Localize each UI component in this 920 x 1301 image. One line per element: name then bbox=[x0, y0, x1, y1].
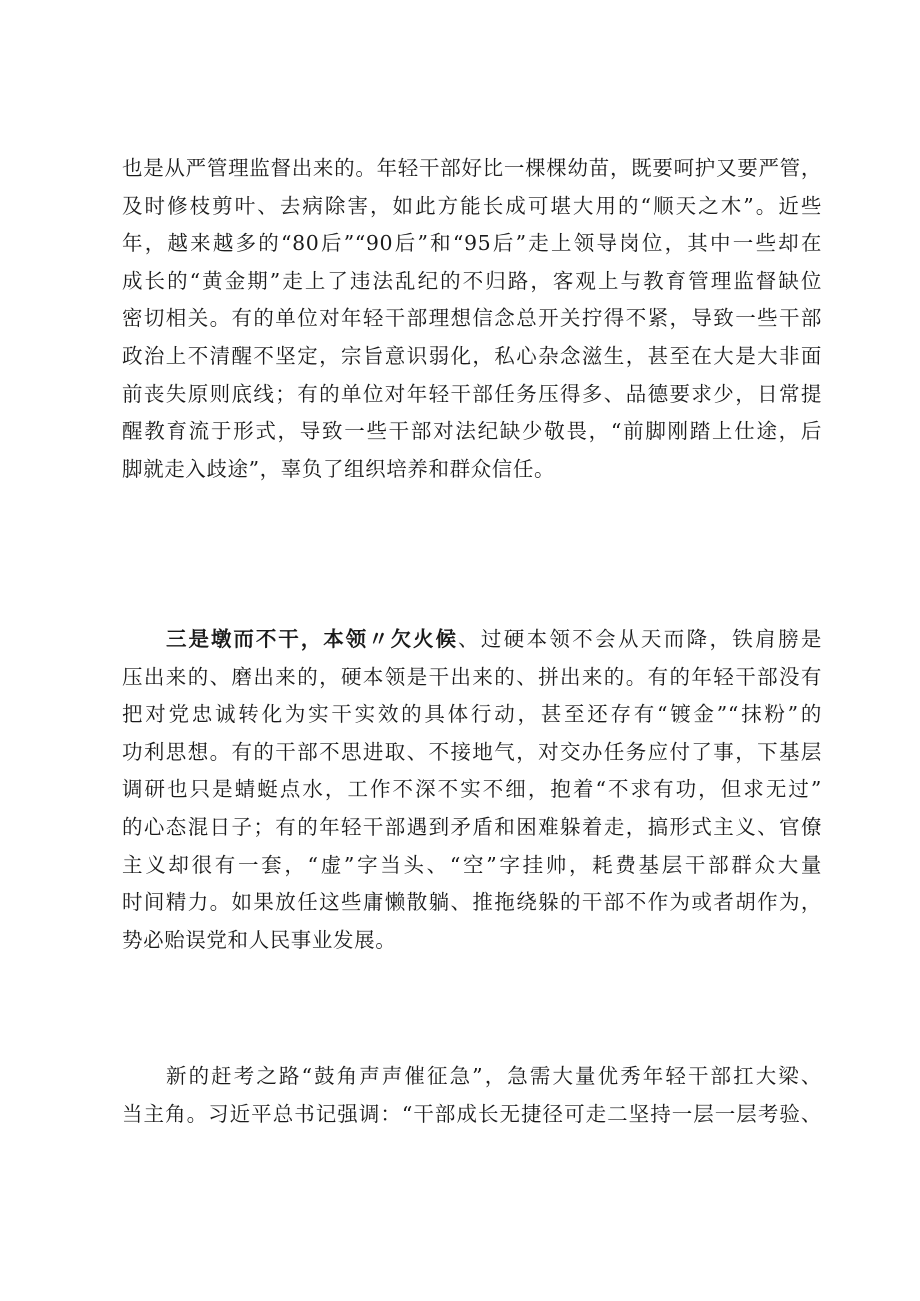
text-line: 政治上不清醒不坚定，宗旨意识弱化，私心杂念滋生，甚至在大是大非面 bbox=[122, 343, 822, 368]
text-line: 主义却很有一套，“虚”字当头、“空”字挂帅，耗费基层干部群众大量 bbox=[122, 852, 822, 877]
text-line: 把对党忠诚转化为实干实效的具体行动，甚至还存有“镀金”“抹粉”的 bbox=[122, 702, 822, 727]
paragraph-supervision bbox=[122, 150, 822, 488]
heading-line-rest: 、过硬本领不会从天而降，铁肩膀是 bbox=[457, 627, 822, 651]
text-line: 时间精力。如果放任这些庸懒散躺、推拖绕躲的干部不作为或者胡作为， bbox=[122, 890, 822, 915]
text-line: 及时修枝剪叶、去病除害，如此方能长成可堪大用的“顺天之木”。近些 bbox=[122, 193, 822, 218]
text-line: 成长的“黄金期”走上了违法乱纪的不归路，客观上与教育管理监督缺位 bbox=[122, 268, 822, 293]
text-line: 前丧失原则底线；有的单位对年轻干部任务压得多、品德要求少，日常提 bbox=[122, 381, 822, 406]
text-line-with-heading bbox=[122, 621, 822, 659]
text-line: 年，越来越多的“80后”“90后”和“95后”走上领导岗位，其中一些却在 bbox=[122, 231, 822, 256]
text-line: 势必贻误党和人民事业发展。 bbox=[122, 927, 397, 952]
text-line: 脚就走入歧途”，辜负了组织培养和群众信任。 bbox=[122, 456, 556, 481]
text-line: 压出来的、磨出来的，硬本领是干出来的、拼出来的。有的年轻干部没有 bbox=[122, 664, 822, 689]
text-line: 醒教育流于形式，导致一些干部对法纪缺少敬畏，“前脚刚踏上仕途，后 bbox=[122, 419, 822, 444]
text-line: 新的赶考之路“鼓角声声催征急”，急需大量优秀年轻干部扛大梁、 bbox=[166, 1064, 822, 1088]
text-line: 功利思想。有的干部不思进取、不接地气，对交办任务应付了事，下基层 bbox=[122, 739, 822, 764]
text-line: 密切相关。有的单位对年轻干部理想信念总开关拧得不紧，导致一些干部 bbox=[122, 306, 822, 331]
section-heading: 三是墩而不干，本领〃欠火候 bbox=[166, 627, 458, 651]
text-line: 也是从严管理监督出来的。年轻干部好比一棵棵幼苗，既要呵护又要严管， bbox=[122, 156, 822, 180]
text-line: 当主角。习近平总书记强调：“干部成长无捷径可走二坚持一层一层考验、 bbox=[122, 1101, 822, 1126]
paragraph-new-journey bbox=[122, 1058, 822, 1133]
text-line: 的心态混日子；有的年轻干部遇到矛盾和困难躲着走，搞形式主义、官僚 bbox=[122, 814, 822, 839]
paragraph-ability bbox=[122, 621, 822, 959]
text-line: 调研也只是蜻蜓点水，工作不深不实不细，抱着“不求有功，但求无过” bbox=[122, 777, 822, 802]
